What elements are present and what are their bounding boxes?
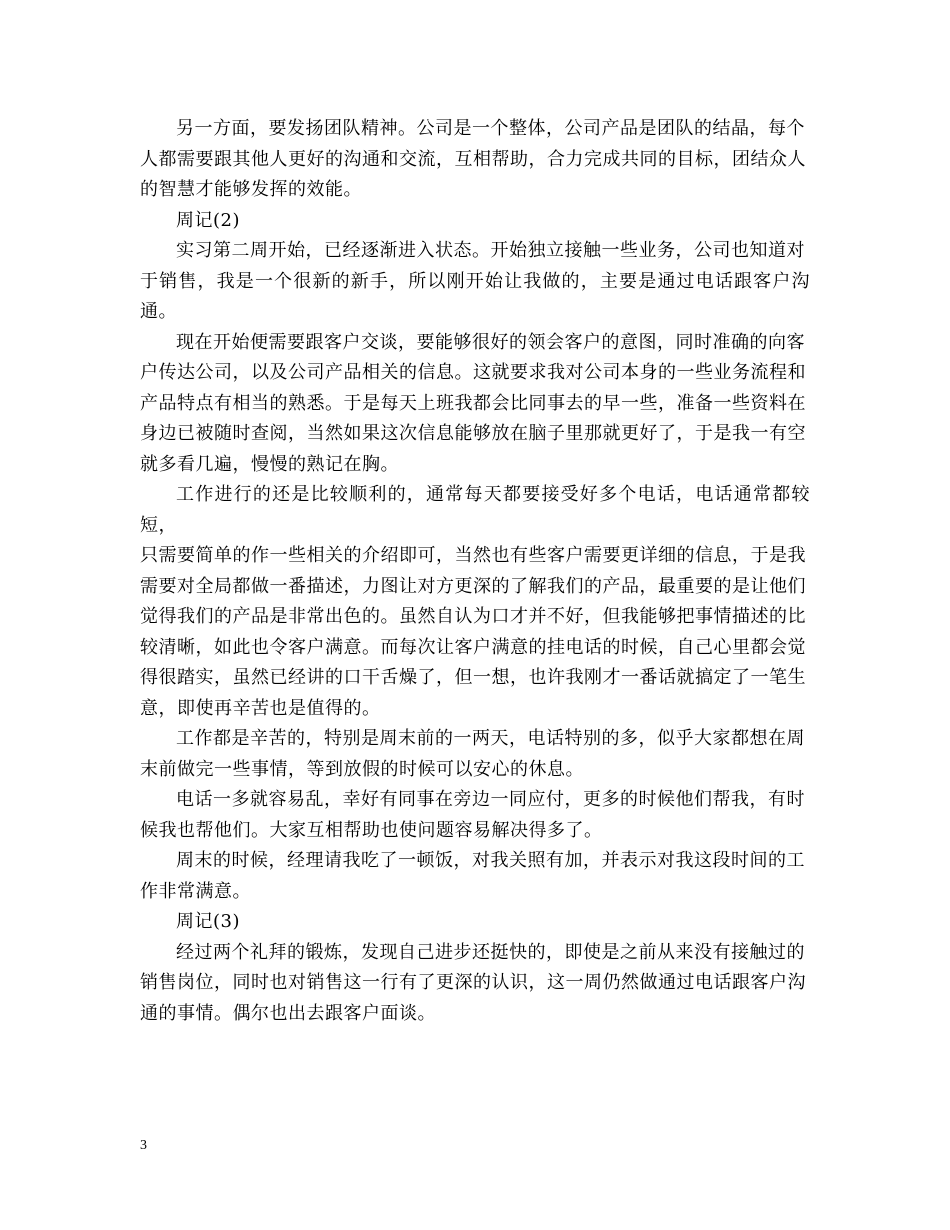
paragraph-second-week-start: 实习第二周开始，已经逐渐进入状态。开始独立接触一些业务，公司也知道对 于销售，我是一个很新的新手，所以刚开始让我做的，主要是通过电话跟客户沟通。 (140, 240, 810, 322)
paragraph-third-week-progress: 经过两个礼拜的锻炼，发现自己进步还挺快的，即使是之前从来没有接触过的 销售岗位，同时也对销售这一行有了更深的认识，这一周仍然做通过电话跟客户沟 通的事情。偶尔也出去跟客户面谈。 (140, 941, 806, 1024)
paragraph-mutual-help: 电话一多就容易乱，幸好有同事在旁边一同应付，更多的时候他们帮我，有时 候我也帮他们。大家互相帮助也使问题容易解决得多了。 (140, 789, 805, 841)
paragraph-teamwork: 另一方面，要发扬团队精神。公司是一个整体，公司产品是团队的结晶，每个 人都需要跟其他人更好的沟通和交流，互相帮助，合力完成共同的目标，团结众人 的智慧才能够发挥的效能。 (140, 118, 806, 200)
paragraph-work-progress: 工作进行的还是比较顺利的，通常每天都要接受好多个电话，电话通常都较短， 只需要简单的作一些相关的介绍即可，当然也有些客户需要更详细的信息，于是我 需要对全局都做一番描述，力图让对方更深的了解我们的产品，最重要的是让他们 觉得我们的产品是非常出色的。虽然自认为口才并不好，但我能够把事情描述的比 较清晰，如此也令客户满意。而每次让客户满意的挂电话的时候，自己心里都会觉 得很踏实，虽然已经讲的口干舌燥了，但一想，也许我刚才一番话就搞定了一笔生 意，即使再辛苦也是值得的。 (140, 484, 810, 719)
heading-weekly-journal-3: 周记(3) (176, 911, 240, 932)
page-number: 3 (140, 1138, 147, 1153)
document-body (140, 114, 810, 1029)
paragraph-customer-communication: 现在开始便需要跟客户交谈，要能够很好的领会客户的意图，同时准确的向客 户传达公司，以及公司产品相关的信息。这就要求我对公司本身的一些业务流程和 产品特点有相当的熟悉。于是每天上班我都会比同事去的早一些，准备一些资料在 身边已被随时查阅，当然如果这次信息能够放在脑子里那就更好了，于是我一有空 就多看几遍，慢慢的熟记在胸。 (140, 331, 806, 475)
paragraph-busy-weekend: 工作都是辛苦的，特别是周末前的一两天，电话特别的多，似乎大家都想在周 末前做完一些事情，等到放假的时候可以安心的休息。 (140, 728, 805, 780)
heading-weekly-journal-2: 周记(2) (176, 209, 240, 231)
paragraph-manager-dinner: 周末的时候，经理请我吃了一顿饭，对我关照有加，并表示对我这段时间的工 作非常满意。 (140, 850, 805, 902)
